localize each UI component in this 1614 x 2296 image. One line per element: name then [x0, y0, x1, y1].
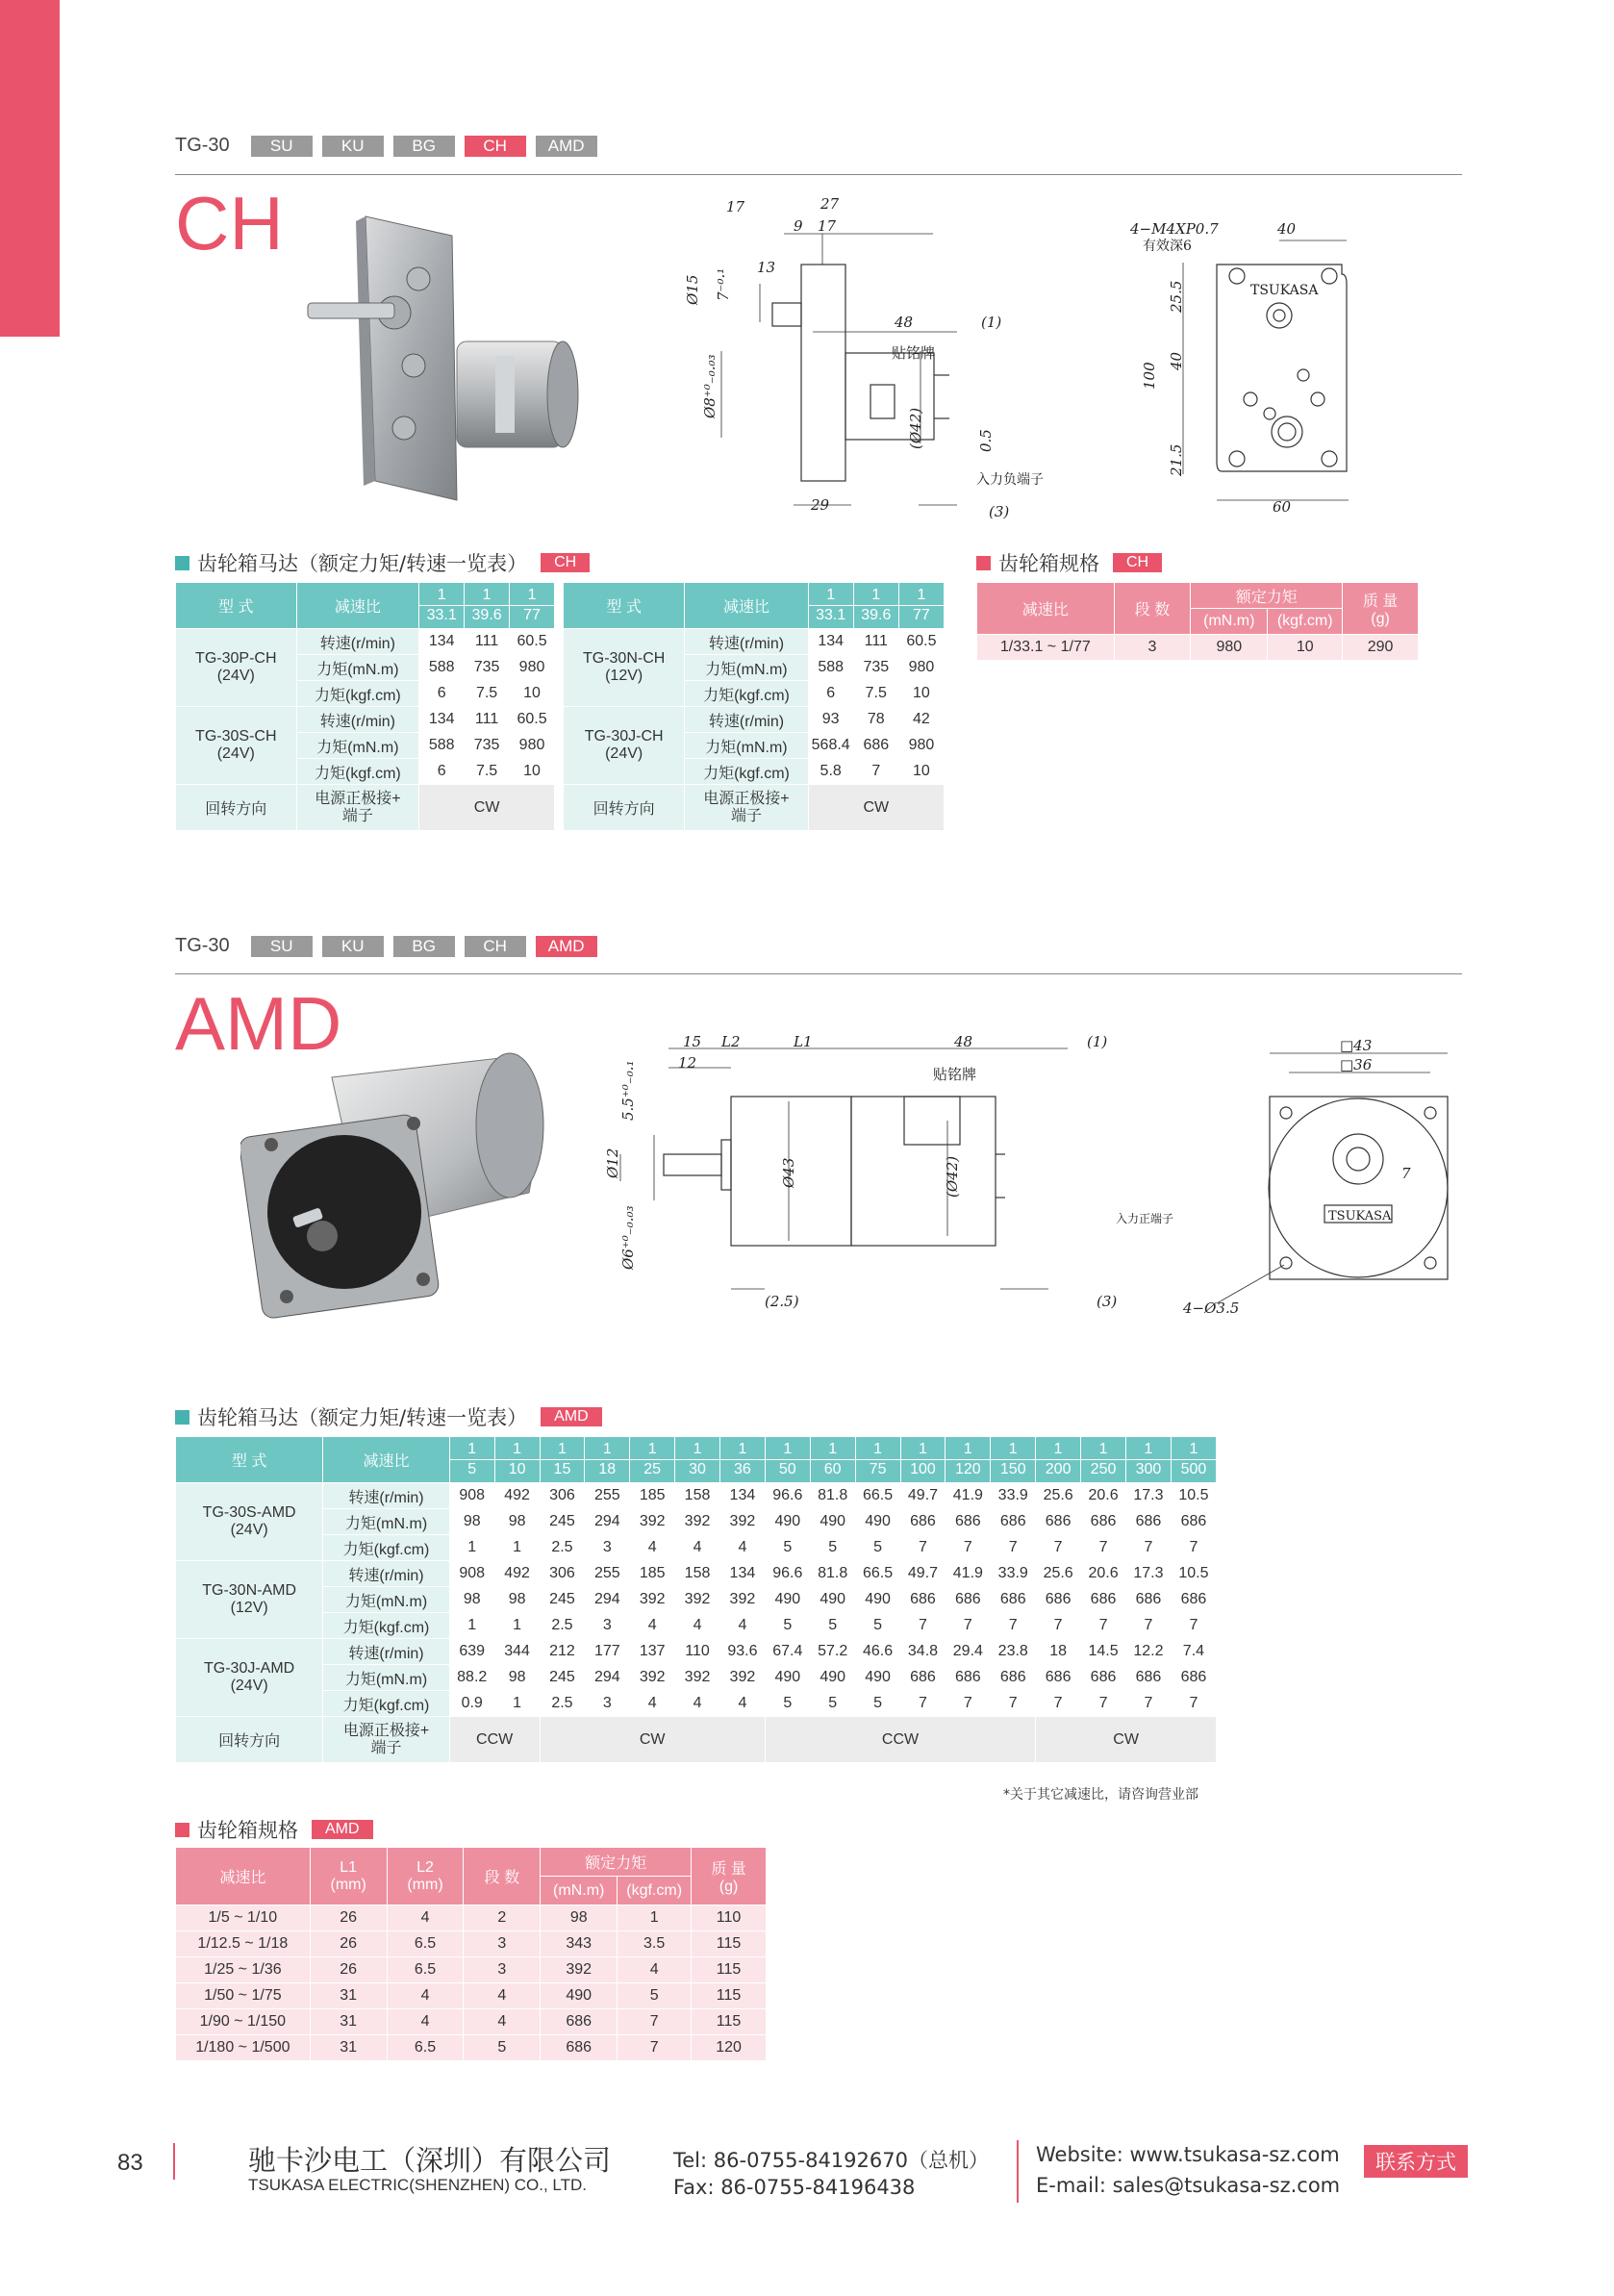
side-accent-bar — [0, 0, 60, 337]
ch-front-drawing — [1125, 216, 1375, 524]
nameplate-label: 贴铭牌 — [892, 344, 936, 362]
svg-text:15: 15 — [683, 1033, 702, 1050]
tag-su[interactable]: SU — [251, 936, 313, 957]
rotation-value: CW — [419, 785, 555, 831]
ratio-header: 1 120 — [946, 1437, 991, 1483]
svg-text:(1): (1) — [1087, 1033, 1108, 1050]
tag-amd[interactable]: AMD — [536, 136, 597, 157]
dim-h40: 40 — [1168, 351, 1185, 370]
ratio-header: 1 15 — [540, 1437, 585, 1483]
footer-divider-left — [173, 2143, 175, 2180]
ratio-header: 1 300 — [1125, 1437, 1171, 1483]
dim-phi42: (Ø42) — [907, 407, 924, 449]
fax: Fax: 86-0755-84196438 — [673, 2176, 916, 2199]
tag-bg[interactable]: BG — [393, 136, 455, 157]
dim-3: (3) — [989, 503, 1010, 520]
company-name-cn: 驰卡沙电工（深圳）有限公司 — [248, 2146, 612, 2177]
model-cell: TG-30J-AMD (24V) — [176, 1639, 323, 1717]
neg-terminal-label: 入力负端子 — [976, 472, 1044, 488]
ratio-header: 1 250 — [1081, 1437, 1126, 1483]
svg-text:(2.5): (2.5) — [765, 1293, 799, 1310]
dim-9: 9 — [794, 217, 803, 235]
pink-square-icon — [175, 1823, 189, 1837]
ratio-header: 1 200 — [1036, 1437, 1081, 1483]
tel: Tel: 86-0755-84192670（总机） — [673, 2149, 989, 2172]
svg-text:入力正端子: 入力正端子 — [1116, 1212, 1174, 1225]
dim-w40: 40 — [1277, 220, 1297, 238]
series-label: TG-30 — [175, 135, 230, 156]
ch-torque-table-left: 型 式 减速比 1 33.1 1 39.6 1 77 TG-30P-CH (24V) 转速(r/min) 134 111 60.5 力矩(mN.m) 588 735 980 力矩(kgf.cm) 6 7.5 10 TG-30S-CH (24V) 转速(r/min) 134 111 60.5 力矩(mN.m) 588 735 980 力矩(kgf.cm) 6 7.5 10 回转方向 电源正极接+ 端子 CW — [175, 582, 555, 831]
col-model: 型 式 — [176, 583, 297, 629]
ratio-header: 1 5 — [449, 1437, 494, 1483]
amd-breadcrumb: TG-30 SU KU BG CH AMD — [175, 935, 607, 957]
tag-ku[interactable]: KU — [322, 936, 384, 957]
rotation-value: CCW — [765, 1717, 1035, 1763]
svg-text:□36: □36 — [1340, 1056, 1373, 1073]
amd-divider — [175, 973, 1462, 974]
svg-text:48: 48 — [954, 1033, 973, 1050]
svg-text:Ø12: Ø12 — [604, 1148, 621, 1178]
screws-label: 4−M4XP0.7 — [1130, 220, 1219, 238]
amd-torque-table: 型 式 减速比 1 5 1 10 1 15 1 18 1 25 1 30 1 36 1 50 1 60 1 75 1 100 1 120 1 150 1 200 1 250 1 300 1 500 TG-30S-AMD (24V) 转速(r/min) 908 492 306 255 185 158 134 96.6 81.8 66.5 49.7 41.9 33.9 25.6 20.6 17.3 10.5 力矩(mN.m) 98 98 245 294 392 392 392 490 490 490 686 686 686 686 686 686 686 力矩(kgf.cm) 1 1 2.5 3 4 4 4 5 5 5 7 7 7 7 7 7 7 TG-30N-AMD (12V) 转速(r/min) 908 492 306 255 185 158 134 96.6 81.8 66.5 49.7 41.9 33.9 25.6 20.6 17.3 10.5 力矩(mN.m) 98 98 245 294 392 392 392 490 490 490 686 686 686 686 686 686 686 力矩(kgf.cm) 1 1 2.5 3 4 4 4 5 5 5 7 7 7 7 7 7 7 TG-30J-AMD (24V) 转速(r/min) 639 344 212 177 137 110 93.6 67.4 57.2 46.6 34.8 29.4 23.8 18 14.5 12.2 7.4 力矩(mN.m) 88.2 98 245 294 392 392 392 490 490 490 686 686 686 686 686 686 686 力矩(kgf.cm) 0.9 1 2.5 3 4 4 4 5 5 5 7 7 7 7 7 7 7 回转方向 电源正极接+ 端子 CCW CW CCW CW — [175, 1436, 1217, 1763]
table-row: 1/90 ~ 1/150 31 4 4 686 7 115 — [176, 2009, 767, 2035]
dim-100: 100 — [1141, 362, 1158, 390]
model-cell: TG-30S-CH (24V) — [176, 707, 297, 785]
table-row: TG-30J-AMD (24V) 转速(r/min) 639 344 212 177 137 110 93.6 67.4 57.2 46.6 34.8 29.4 23.8 18 14.5 12.2 7.4 — [176, 1639, 1217, 1665]
ch-gearbox-table: 减速比 段 数 额定力矩 质 量 (g) (mN.m) (kgf.cm) 1/33.1 ~ 1/77 3 980 10 290 — [976, 582, 1419, 661]
svg-text:12: 12 — [678, 1054, 697, 1072]
tag-bg[interactable]: BG — [393, 936, 455, 957]
svg-text:L1: L1 — [794, 1033, 813, 1050]
ch-motor-photo — [289, 207, 596, 515]
svg-text:L2: L2 — [721, 1033, 741, 1050]
dim-05: 0.5 — [977, 429, 995, 452]
ch-divider — [175, 174, 1462, 175]
amd-front-drawing — [1178, 1034, 1467, 1323]
ratio-header: 1 10 — [494, 1437, 540, 1483]
tag-amd-active[interactable]: AMD — [536, 936, 597, 957]
svg-text:Ø6⁺⁰₋₀.₀₃: Ø6⁺⁰₋₀.₀₃ — [619, 1205, 637, 1270]
dim-tol7: 7⁻⁰·¹ — [715, 267, 732, 301]
tag-ch[interactable]: CH — [465, 936, 526, 957]
svg-text:5.5⁺⁰₋₀.₁: 5.5⁺⁰₋₀.₁ — [619, 1060, 637, 1121]
table-row: 力矩(mN.m) 98 98 245 294 392 392 392 490 490 490 686 686 686 686 686 686 686 — [176, 1587, 1217, 1613]
ch-pill: CH — [541, 553, 590, 572]
table-row: 力矩(kgf.cm) 1 1 2.5 3 4 4 4 5 5 5 7 7 7 7 7 7 7 — [176, 1535, 1217, 1561]
dim-1: (1) — [981, 314, 1002, 331]
table-row: 力矩(mN.m) 98 98 245 294 392 392 392 490 490 490 686 686 686 686 686 686 686 — [176, 1509, 1217, 1535]
website-link[interactable]: Website: www.tsukasa-sz.com — [1036, 2143, 1340, 2166]
dim-phi15: Ø15 — [684, 274, 701, 305]
pink-square-icon — [976, 556, 991, 570]
svg-text:4−Ø3.5: 4−Ø3.5 — [1183, 1299, 1240, 1317]
ratio-header: 1 18 — [585, 1437, 630, 1483]
model-cell: TG-30N-AMD (12V) — [176, 1561, 323, 1639]
dim-25: 25.5 — [1168, 280, 1185, 313]
dim-29: 29 — [811, 496, 830, 514]
ratio-header: 1 100 — [900, 1437, 946, 1483]
footer-divider-right — [1017, 2140, 1019, 2203]
dim-17: 17 — [726, 198, 745, 215]
ch-torque-heading: 齿轮箱马达（额定力矩/转速一览表） CH — [175, 548, 590, 577]
ch-title: CH — [175, 181, 284, 265]
rotation-label: 回转方向 — [176, 785, 297, 831]
model-cell: TG-30S-AMD (24V) — [176, 1483, 323, 1561]
dim-17b: 17 — [818, 217, 837, 235]
tag-ku[interactable]: KU — [322, 136, 384, 157]
depth-label: 有效深6 — [1143, 239, 1192, 254]
table-row: 力矩(kgf.cm) 1 1 2.5 3 4 4 4 5 5 5 7 7 7 7 7 7 7 — [176, 1613, 1217, 1639]
dim-w60: 60 — [1273, 498, 1292, 516]
ratio-header: 1 60 — [810, 1437, 855, 1483]
dim-215: 21.5 — [1168, 443, 1185, 476]
email-link[interactable]: E-mail: sales@tsukasa-sz.com — [1036, 2174, 1341, 2197]
col-ratio: 减速比 — [296, 583, 419, 629]
svg-text:(Ø42): (Ø42) — [944, 1155, 961, 1198]
ratio-header: 1 25 — [630, 1437, 675, 1483]
tag-ch-active[interactable]: CH — [465, 136, 526, 157]
table-row: 力矩(mN.m) 88.2 98 245 294 392 392 392 490 490 490 686 686 686 686 686 686 686 — [176, 1665, 1217, 1691]
amd-gearbox-table: 减速比 L1 (mm) L2 (mm) 段 数 额定力矩 质 量 (g) (mN.m) (kgf.cm) 1/5 ~ 1/10 26 4 2 98 1 110 1/12.5 ~ 1/18 26 6.5 3 343 3.5 115 1/25 ~ 1/36 26 6.5 3 392 4 115 1/50 ~ 1/75 31 4 4 490 5 115 1/90 ~ 1/150 31 4 4 686 7 115 1/180 ~ 1/500 31 6.5 5 686 7 120 — [175, 1847, 767, 2061]
table-row: 1/180 ~ 1/500 31 6.5 5 686 7 120 — [176, 2035, 767, 2061]
ratio-header: 1 150 — [991, 1437, 1036, 1483]
svg-text:7: 7 — [1401, 1165, 1411, 1182]
ratio-header: 1 75 — [855, 1437, 900, 1483]
teal-square-icon — [175, 1410, 189, 1425]
ch-breadcrumb — [175, 135, 607, 157]
ratio-header: 1 30 — [675, 1437, 720, 1483]
ch-torque-table-right: 型 式 减速比 1 33.1 1 39.6 1 77 TG-30N-CH (12V) 转速(r/min) 134 111 60.5 力矩(mN.m) 588 735 980 力矩(kgf.cm) 6 7.5 10 TG-30J-CH (24V) 转速(r/min) 93 78 42 力矩(mN.m) 568.4 686 980 力矩(kgf.cm) 5.8 7 10 回转方向 电源正极接+ 端子 CW — [563, 582, 945, 831]
svg-text:(3): (3) — [1097, 1293, 1118, 1310]
tag-su[interactable]: SU — [251, 136, 313, 157]
svg-text:TSUKASA: TSUKASA — [1328, 1209, 1392, 1224]
table-row: 1/50 ~ 1/75 31 4 4 490 5 115 — [176, 1983, 767, 2009]
dim-13: 13 — [757, 259, 776, 276]
svg-text:□43: □43 — [1340, 1037, 1373, 1054]
table-row: TG-30N-AMD (12V) 转速(r/min) 908 492 306 255 185 158 134 96.6 81.8 66.5 49.7 41.9 33.9 25.6 20.6 17.3 10.5 — [176, 1561, 1217, 1587]
amd-side-drawing — [596, 1029, 1193, 1327]
ch-side-drawing — [668, 188, 1092, 529]
table-row: 1/5 ~ 1/10 26 4 2 98 1 110 — [176, 1905, 767, 1931]
amd-gearbox-heading: 齿轮箱规格 AMD — [175, 1815, 373, 1844]
rotation-value: CW — [1036, 1717, 1217, 1763]
company-name-en: TSUKASA ELECTRIC(SHENZHEN) CO., LTD. — [248, 2176, 588, 2194]
page-number: 83 — [117, 2150, 143, 2176]
ratio-header: 1 50 — [765, 1437, 810, 1483]
amd-motor-photo — [240, 1039, 558, 1327]
rotation-value: CCW — [449, 1717, 540, 1763]
rotation-value: CW — [540, 1717, 765, 1763]
table-row: TG-30S-AMD (24V) 转速(r/min) 908 492 306 255 185 158 134 96.6 81.8 66.5 49.7 41.9 33.9 25.6 20.6 17.3 10.5 — [176, 1483, 1217, 1509]
dim-48: 48 — [895, 314, 914, 331]
dim-phi8: Ø8⁺⁰₋₀.₀₃ — [701, 354, 719, 418]
contact-button[interactable]: 联系方式 — [1364, 2145, 1468, 2178]
table-row: 1/12.5 ~ 1/18 26 6.5 3 343 3.5 115 — [176, 1931, 767, 1957]
model-cell: TG-30P-CH (24V) — [176, 629, 297, 707]
ch-gearbox-heading: 齿轮箱规格 CH — [976, 548, 1162, 577]
amd-title: AMD — [175, 981, 342, 1066]
table-row: 力矩(kgf.cm) 0.9 1 2.5 3 4 4 4 5 5 5 7 7 7 7 7 7 7 — [176, 1691, 1217, 1717]
teal-square-icon — [175, 556, 189, 570]
dim-27: 27 — [820, 195, 840, 213]
svg-text:Ø43: Ø43 — [780, 1157, 797, 1188]
brand-logo: TSUKASA — [1250, 283, 1319, 298]
ratio-header: 1 500 — [1171, 1437, 1216, 1483]
svg-text:贴铭牌: 贴铭牌 — [933, 1066, 977, 1083]
amd-footnote: *关于其它减速比，请咨询营业部 — [1003, 1787, 1198, 1803]
table-row: 1/25 ~ 1/36 26 6.5 3 392 4 115 — [176, 1957, 767, 1983]
amd-torque-heading: 齿轮箱马达（额定力矩/转速一览表） AMD — [175, 1402, 602, 1431]
ratio-header: 1 36 — [719, 1437, 765, 1483]
